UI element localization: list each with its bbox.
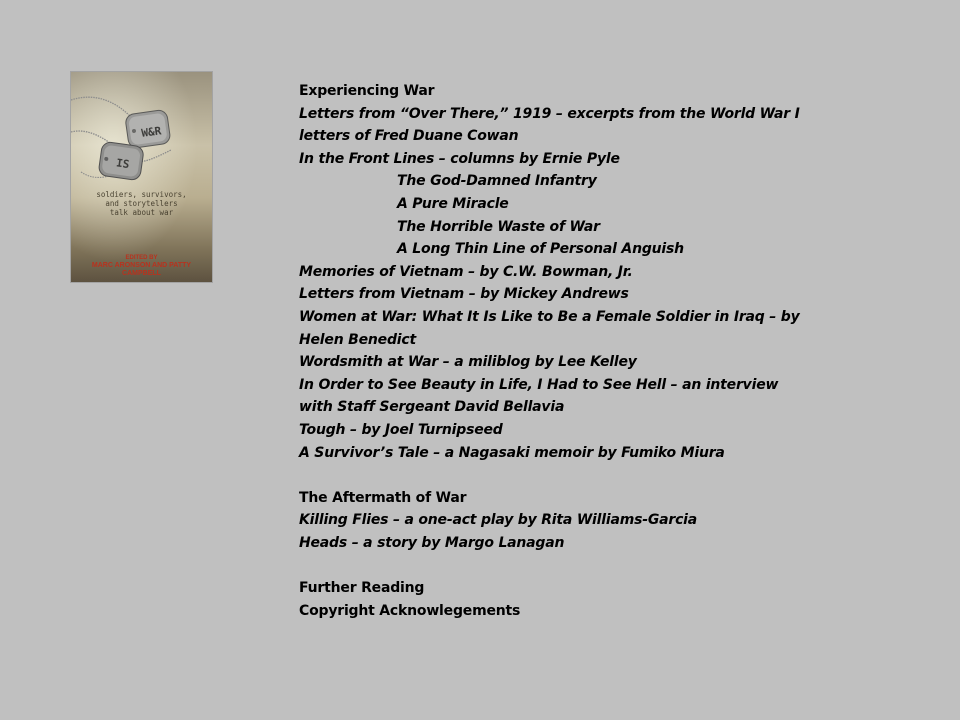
- toc-entry: A Survivor’s Tale – a Nagasaki memoir by Fumiko Miura: [299, 444, 725, 461]
- toc-entry: Heads – a story by Margo Lanagan: [299, 534, 565, 551]
- tag-text-layer: [71, 72, 212, 282]
- section-heading-further-reading: Further Reading: [299, 580, 425, 597]
- toc-entry: Killing Flies – a one-act play by Rita Williams-Garcia: [299, 512, 698, 529]
- toc-entry: Tough – by Joel Turnipseed: [299, 421, 503, 438]
- toc-entry: Women at War: What It Is Like to Be a Female Soldier in Iraq – by: [299, 308, 800, 325]
- toc-entry: Wordsmith at War – a miliblog by Lee Kelley: [299, 354, 637, 371]
- toc-entry: Helen Benedict: [299, 331, 416, 348]
- toc-entry: Letters from “Over There,” 1919 – excerpts from the World War I: [299, 105, 800, 122]
- section-gap: [299, 554, 859, 577]
- book-cover: [71, 72, 212, 282]
- cover-editors-names: MARC ARONSON AND PATTY CAMPBELL: [91, 262, 192, 277]
- toc-entry: Memories of Vietnam – by C.W. Bowman, Jr.: [299, 263, 633, 280]
- cover-subtitle-line: soldiers, survivors,: [96, 190, 187, 199]
- toc-subentry: The God-Damned Infantry: [397, 173, 597, 190]
- toc-entry: letters of Fred Duane Cowan: [299, 128, 519, 145]
- cover-subtitle-line: and storytellers: [105, 199, 178, 208]
- cover-subtitle-line: talk about war: [109, 208, 174, 217]
- cover-editors-label: EDITED BY: [125, 255, 158, 261]
- section-heading-aftermath-of-war: The Aftermath of War: [299, 489, 467, 506]
- tag-top-text: W&R: [140, 124, 163, 140]
- toc-subentry: A Pure Miracle: [397, 195, 509, 212]
- section-gap: [299, 464, 859, 487]
- cover-subtitle: [77, 190, 206, 217]
- cover-editors: [73, 255, 210, 278]
- table-of-contents: [299, 80, 859, 622]
- toc-subentry: The Horrible Waste of War: [397, 218, 600, 235]
- toc-subentry: A Long Thin Line of Personal Anguish: [397, 241, 684, 258]
- toc-entry: In Order to See Beauty in Life, I Had to See Hell – an interview: [299, 376, 779, 393]
- tag-bottom-text: IS: [115, 156, 131, 172]
- toc-entry: with Staff Sergeant David Bellavia: [299, 399, 565, 416]
- section-heading-experiencing-war: Experiencing War: [299, 83, 435, 99]
- toc-entry: Letters from Vietnam – by Mickey Andrews: [299, 286, 629, 303]
- section-heading-copyright: Copyright Acknowlegements: [299, 602, 521, 619]
- toc-entry: In the Front Lines – columns by Ernie Pyle: [299, 150, 620, 167]
